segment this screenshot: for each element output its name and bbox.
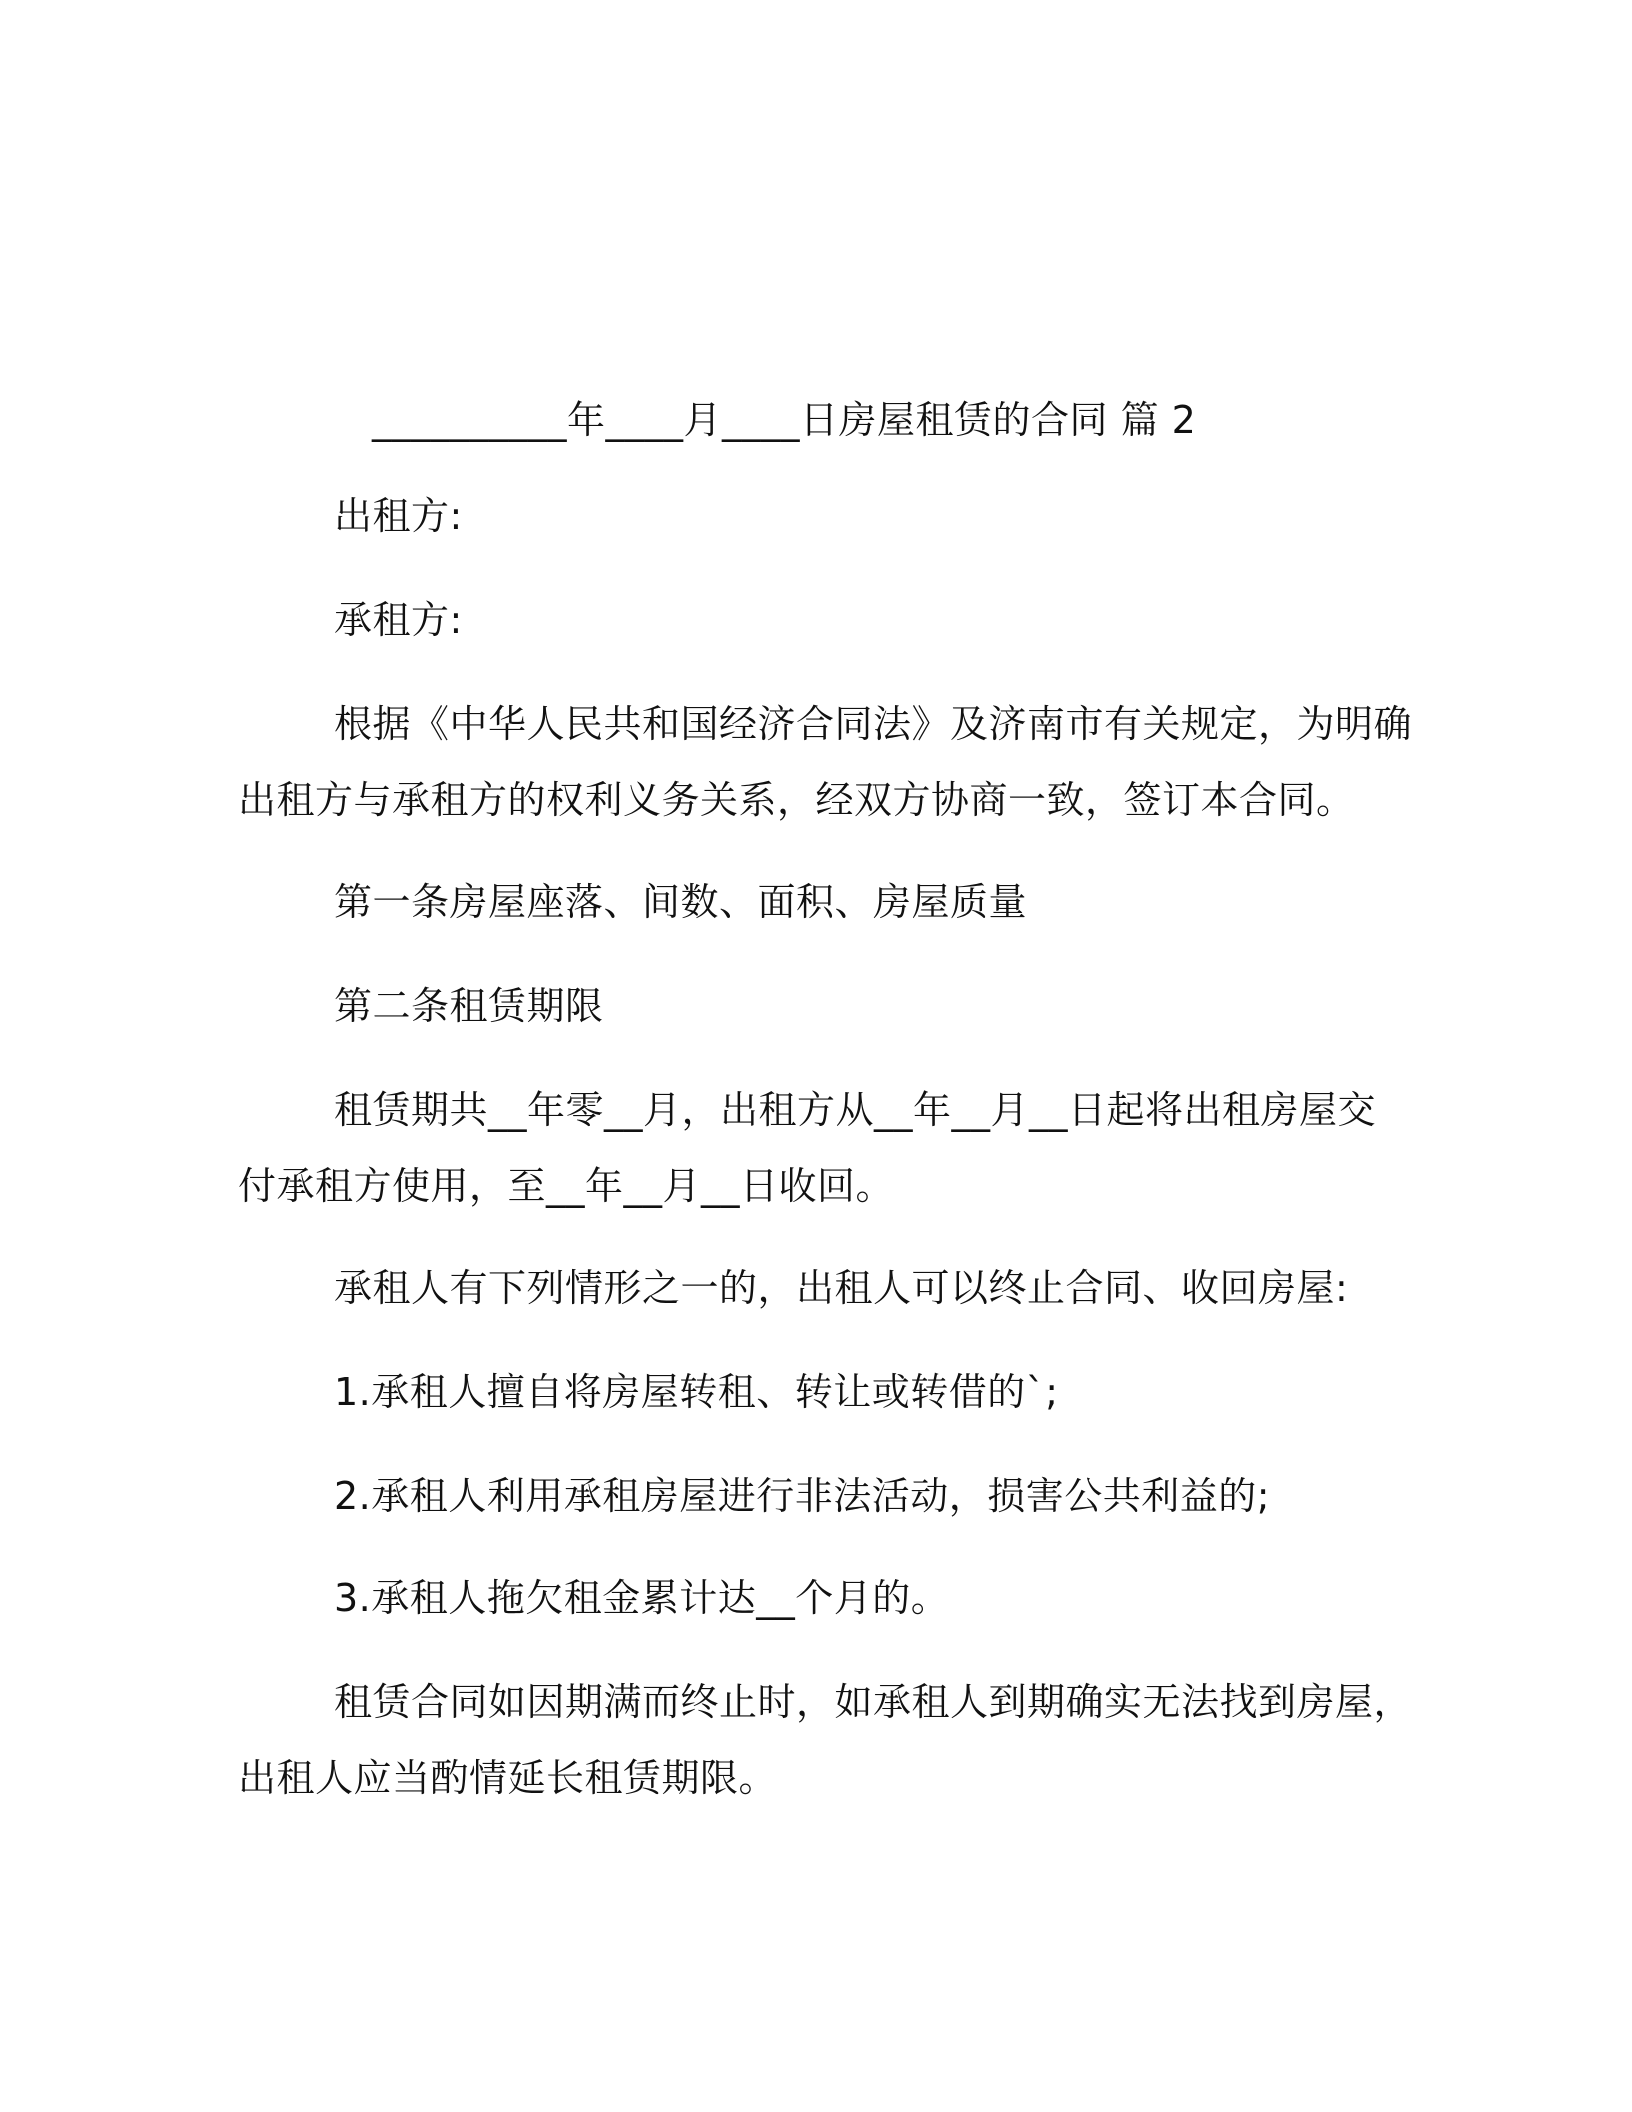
lessee-label: 承租方:: [334, 598, 463, 642]
contract-title: __________年____月____日房屋租赁的合同 篇 2: [372, 398, 1197, 442]
term-line-1: 租赁期共__年零__月，出租方从__年__月__日起将出租房屋交: [334, 1088, 1377, 1132]
preamble-line-1: 根据《中华人民共和国经济合同法》及济南市有关规定，为明确: [334, 702, 1413, 746]
termination-item-2: 2.承租人利用承租房屋进行非法活动，损害公共利益的;: [334, 1474, 1271, 1518]
extension-line-2: 出租人应当酌情延长租赁期限。: [238, 1756, 778, 1800]
article-1-heading: 第一条房屋座落、间数、面积、房屋质量: [334, 880, 1028, 924]
preamble-line-2: 出租方与承租方的权利义务关系，经双方协商一致，签订本合同。: [238, 778, 1355, 822]
termination-intro: 承租人有下列情形之一的，出租人可以终止合同、收回房屋:: [334, 1266, 1349, 1310]
term-line-2: 付承租方使用，至__年__月__日收回。: [238, 1164, 895, 1208]
extension-line-1: 租赁合同如因期满而终止时，如承租人到期确实无法找到房屋，: [334, 1680, 1413, 1724]
termination-item-1: 1.承租人擅自将房屋转租、转让或转借的`;: [334, 1370, 1059, 1414]
termination-item-3: 3.承租人拖欠租金累计达__个月的。: [334, 1576, 950, 1620]
article-2-heading: 第二条租赁期限: [334, 984, 604, 1028]
lessor-label: 出租方:: [334, 494, 463, 538]
